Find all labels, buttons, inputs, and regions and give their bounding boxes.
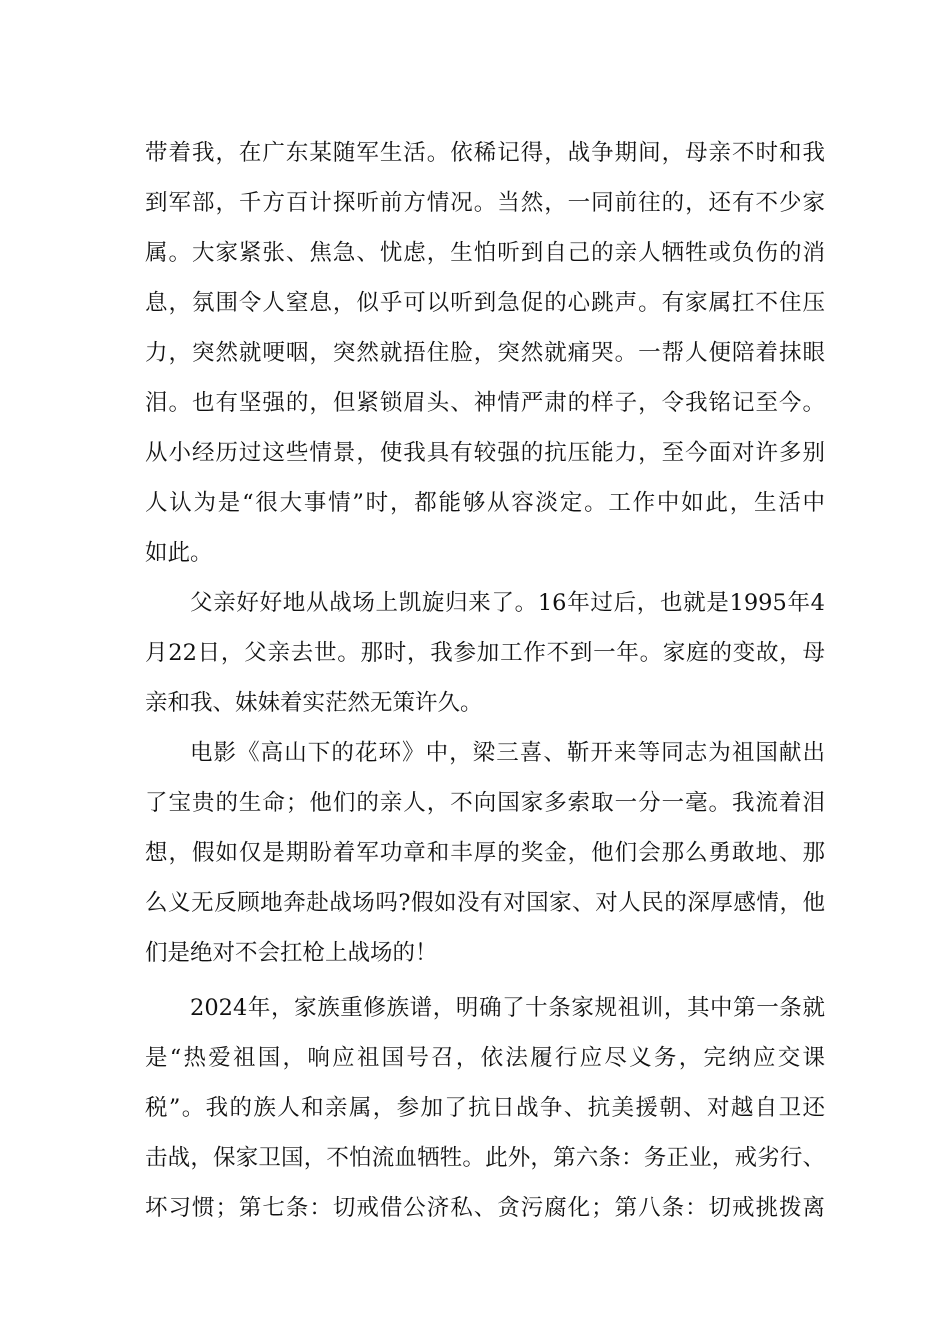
paragraph-first-line: 电影《高山下的花环》中，梁三喜、靳开来等同志为祖国献出 [190,740,825,766]
text-line: 力，突然就哽咽，突然就捂住脸，突然就痛哭。一帮人便陪着抹眼 [145,340,825,366]
text-line: 带着我，在广东某随军生活。依稀记得，战争期间，母亲不时和我 [145,140,825,166]
text-line: 亲和我、妹妹着实茫然无策许久。 [145,690,483,716]
text-line: 击战，保家卫国，不怕流血牺牲。此外，第六条：务正业，戒劣行、 [145,1145,825,1171]
text-line: 人认为是“很大事情”时，都能够从容淡定。工作中如此，生活中 [145,490,825,516]
text-line: 们是绝对不会扛枪上战场的！ [145,940,438,966]
text-line: 是“热爱祖国，响应祖国号召，依法履行应尽义务，完纳应交课 [145,1045,825,1071]
text-line: 泪。也有坚强的，但紧锁眉头、神情严肃的样子，令我铭记至今。 [145,390,825,416]
text-line: 么义无反顾地奔赴战场吗?假如没有对国家、对人民的深厚感情，他 [145,890,825,916]
text-line: 到军部，千方百计探听前方情况。当然，一同前往的，还有不少家 [145,190,825,216]
text-line: 月22日，父亲去世。那时，我参加工作不到一年。家庭的变故，母 [145,640,825,666]
text-line: 坏习惯；第七条：切戒借公济私、贪污腐化；第八条：切戒挑拨离 [145,1195,825,1221]
text-line: 想，假如仅是期盼着军功章和丰厚的奖金，他们会那么勇敢地、那 [145,840,825,866]
text-line: 税”。我的族人和亲属，参加了抗日战争、抗美援朝、对越自卫还 [145,1095,825,1121]
text-line: 如此。 [145,540,213,566]
text-line: 息，氛围令人窒息，似乎可以听到急促的心跳声。有家属扛不住压 [145,290,825,316]
text-line: 从小经历过这些情景，使我具有较强的抗压能力，至今面对许多别 [145,440,825,466]
text-line: 属。大家紧张、焦急、忧虑，生怕听到自己的亲人牺牲或负伤的消 [145,240,825,266]
text-line: 了宝贵的生命；他们的亲人，不向国家多索取一分一毫。我流着泪 [145,790,825,816]
paragraph-first-line: 2024年，家族重修族谱，明确了十条家规祖训，其中第一条就 [190,995,825,1021]
paragraph-first-line: 父亲好好地从战场上凯旋归来了。16年过后，也就是1995年4 [190,590,825,616]
